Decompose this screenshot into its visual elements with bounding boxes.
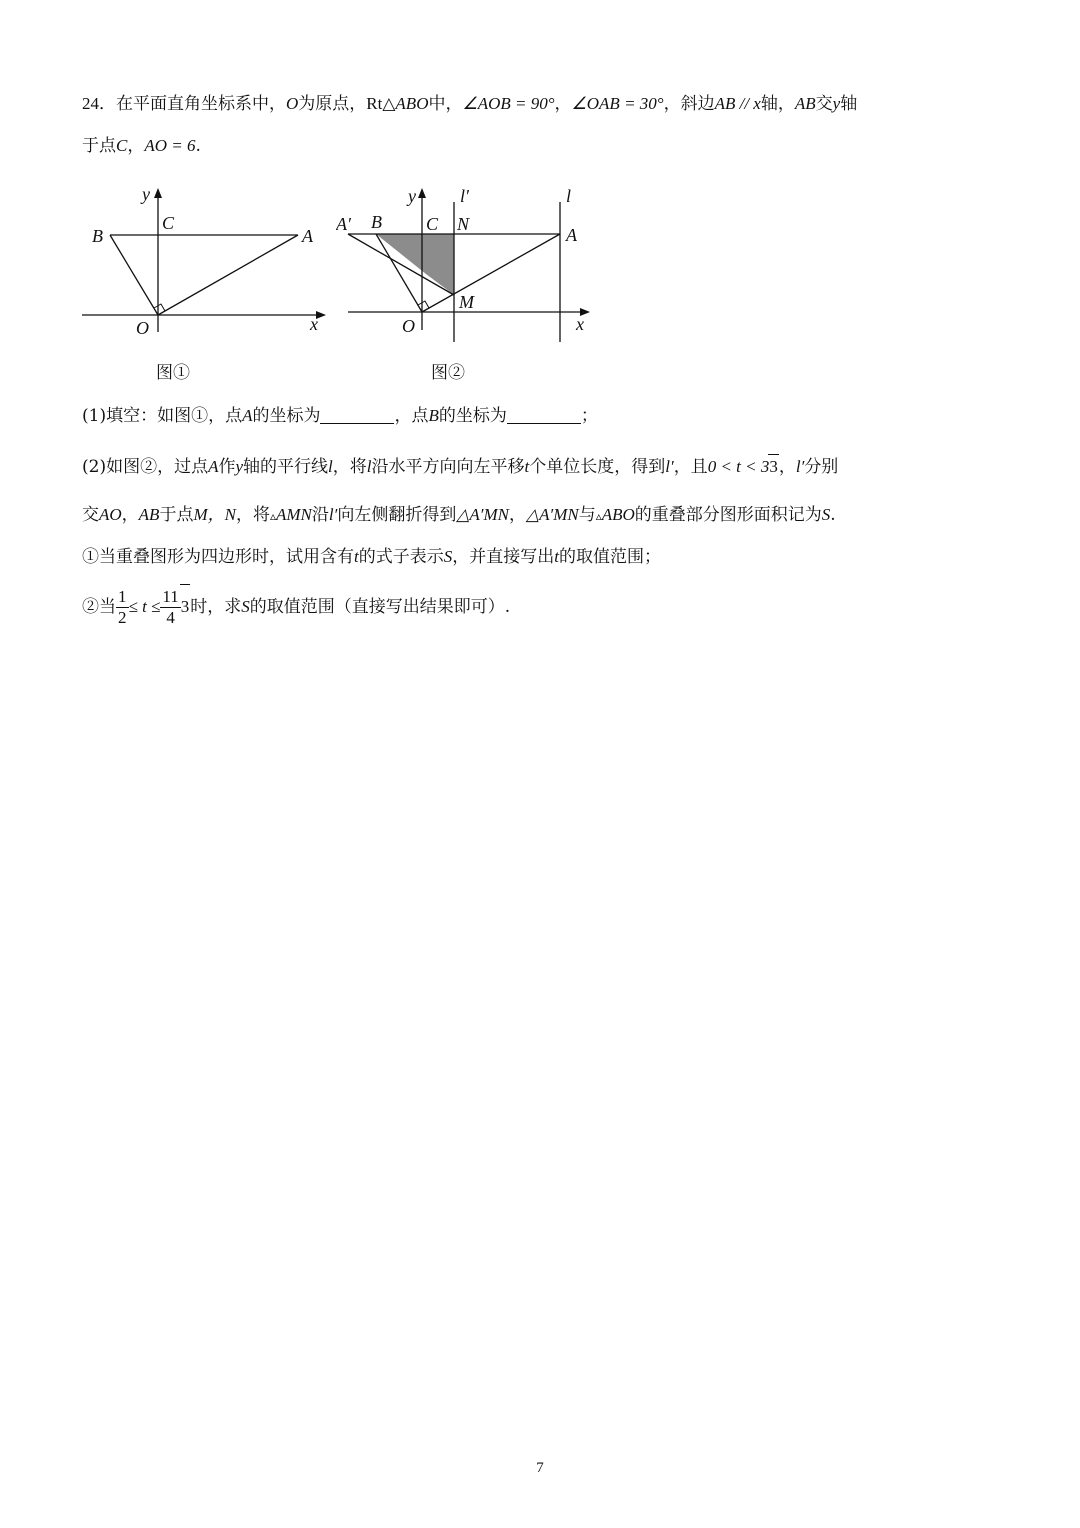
fraction-eleven-quarters: $\frac{11}{4}$ (162, 587, 179, 627)
fig1-segment-AO (158, 235, 298, 315)
sub-question-2: ②当 $\frac{1}{2}$ ≤ t ≤ $\frac{11}{4}$ 3时，求S的取值范围（直接写出结果即可）. (82, 584, 510, 629)
figure-1 (78, 182, 338, 342)
fig2-label-A: A (566, 225, 577, 245)
answer-blank-A[interactable] (320, 406, 394, 424)
fig2-label-C: C (426, 214, 439, 234)
fig1-label-C: C (162, 213, 175, 233)
fig2-label-l: l (566, 186, 572, 206)
fig2-label-x: x (576, 314, 584, 334)
fig2-y-arrow (418, 188, 426, 198)
fig2-overlap-shaded-region (376, 234, 454, 295)
part-2-line-1: (2)如图②，过点A作y轴的平行线l，将l沿水平方向向左平移t个单位长度，得到l′，且0 < t < 33，l′分别 (82, 454, 838, 479)
fig2-label-A-prime: A′ (336, 214, 351, 234)
answer-blank-B[interactable] (507, 406, 581, 424)
fig2-label-O: O (402, 316, 415, 336)
part-1-line: (1)填空：如图①，点A的坐标为 ，点B的坐标为 ； (82, 406, 598, 426)
sub-question-1: ①当重叠图形为四边形时，试用含有t的式子表示S，并直接写出t的取值范围； (82, 547, 661, 567)
fig1-label-B: B (92, 226, 103, 246)
figure-1-caption: 图① (156, 363, 190, 383)
fig1-label-O: O (136, 318, 149, 338)
fig2-label-B: B (371, 212, 382, 232)
fraction-one-half: $\frac{1}{2}$ (118, 587, 127, 627)
question-number: 24． (82, 94, 116, 113)
question-line-1: 24．在平面直角坐标系中，O为原点，Rt△ABO中，∠AOB = 90°，∠OAB = 30°，斜边AB // x轴，AB交y轴 (82, 94, 858, 114)
fig1-label-y: y (142, 184, 150, 204)
fig2-label-y: y (408, 186, 416, 206)
fig2-label-N: N (457, 214, 470, 234)
fig2-label-l-prime: l′ (460, 186, 469, 206)
question-line-2: 于点C，AO = 6. (82, 136, 201, 156)
page-number: 7 (536, 1460, 544, 1476)
figure-2 (336, 180, 606, 345)
fig1-segment-BO (110, 235, 158, 315)
fig1-label-A: A (302, 226, 313, 246)
part-2-line-2: 交AO，AB于点M，N，将▵AMN沿l′向左侧翻折得到△A′MN，△A′MN与▵ABO的重叠部分图形面积记为S. (82, 505, 836, 525)
fig1-y-arrow (154, 188, 162, 198)
fig2-label-M: M (459, 292, 474, 312)
figure-2-caption: 图② (431, 363, 465, 383)
fig1-label-x: x (310, 314, 318, 334)
